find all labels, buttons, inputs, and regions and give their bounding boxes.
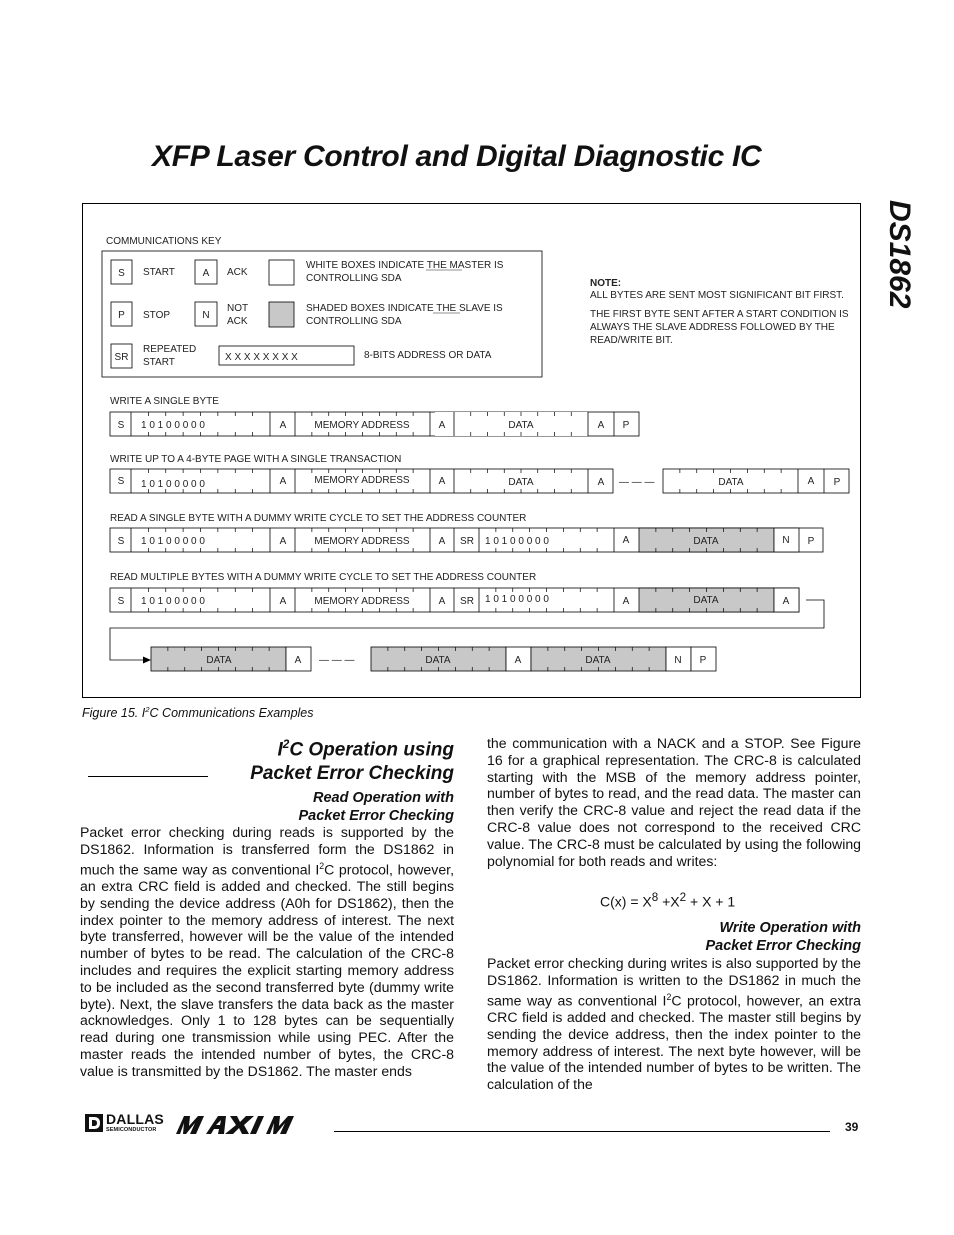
figure-caption: Figure 15. $I^2C$ Communications Examples <box>82 705 314 721</box>
svg-text:P: P <box>699 655 707 666</box>
svg-text:MEMORY ADDRESS: MEMORY ADDRESS <box>314 596 410 607</box>
dallas-mark-icon <box>85 1114 103 1132</box>
svg-text:1 0 1 0 0 0 0 0: 1 0 1 0 0 0 0 0 <box>141 479 205 490</box>
svg-text:N: N <box>782 535 790 546</box>
key-repeated-start-symbol: SR <box>114 352 129 363</box>
svg-text:A: A <box>279 420 287 431</box>
row-page-write-title: WRITE UP TO A 4-BYTE PAGE WITH A SINGLE TRANSACTION <box>110 454 402 465</box>
read-paragraph-continued: the communication with a NACK and a STOP. See Figure 16 for a graphical representation. The CRC-8 is calculated starting with the MSB of the memory address pointer, number of bytes to read, and the read data. The master can then verify the CRC-8 value and reject the read data if the CRC-8 value does not correspond to the received CRC value. The CRC-8 must be calculated by using the following polynomial for both reads and writes: <box>487 735 861 869</box>
svg-text:SR: SR <box>460 536 474 547</box>
svg-text:1 0 1 0 0 0 0 0: 1 0 1 0 0 0 0 0 <box>141 596 205 607</box>
key-shaded-box <box>269 302 294 327</box>
read-paragraph: Packet error checking during reads is supported by the DS1862. Information is transferred form the DS1862 in much the same way as conventional $I^2C$ protocol, however, an extra CRC field is added and checked. The still begins by sending the device address (A0h for DS1862), then the index pointer to the memory address of interest. The next byte transferred, however will be the value of the intended number of bytes to be read. The calculation of the CRC-8 includes and requires the explicit starting memory address to be included as the second transferred byte (dummy write byte). Next, the slave transfers the data back as the master acknowledges. Only 1 to 128 bytes can be sequentially read during one transmission while using PEC. After the master reads the intended number of bytes, the CRC-8 value is transmitted by the DS1862. The master ends <box>80 824 454 1079</box>
row-read-single-byte <box>110 528 823 552</box>
svg-text:A: A <box>438 420 446 431</box>
svg-text:A: A <box>279 596 287 607</box>
note-line-3: ALWAYS THE SLAVE ADDRESS FOLLOWED BY THE <box>590 322 835 333</box>
svg-text:1 0 1 0 0 0 0 0: 1 0 1 0 0 0 0 0 <box>485 594 549 605</box>
row-read-multiple-continuation <box>151 647 716 671</box>
svg-text:A: A <box>807 476 815 487</box>
maxim-logo <box>172 1114 324 1136</box>
write-subheading: Write Operation with Packet Error Checking <box>705 920 861 954</box>
svg-text:1 0 1 0 0 0 0 0: 1 0 1 0 0 0 0 0 <box>141 536 205 547</box>
row-read-single-byte-title: READ A SINGLE BYTE WITH A DUMMY WRITE CYCLE TO SET THE ADDRESS COUNTER <box>110 513 527 524</box>
row-write-single-byte <box>110 412 639 436</box>
svg-text:A: A <box>438 596 446 607</box>
svg-text:MEMORY ADDRESS: MEMORY ADDRESS <box>314 475 410 486</box>
key-bits-sample: X X X X X X X X <box>225 352 298 363</box>
svg-text:— — —: — — — <box>319 655 355 666</box>
key-white-text-1: WHITE BOXES INDICATE THE MASTER IS <box>306 260 504 271</box>
svg-text:A: A <box>782 596 790 607</box>
key-nack-symbol: N <box>202 310 210 321</box>
svg-text:A: A <box>438 536 446 547</box>
key-ack-symbol: A <box>202 268 210 279</box>
key-nack-label-2: ACK <box>227 316 248 327</box>
svg-text:P: P <box>833 477 841 488</box>
note-line-4: READ/WRITE BIT. <box>590 335 673 346</box>
svg-text:DATA: DATA <box>508 420 534 431</box>
svg-text:DATA: DATA <box>693 536 719 547</box>
svg-text:A: A <box>438 476 446 487</box>
key-shaded-text-1: SHADED BOXES INDICATE THE SLAVE IS <box>306 303 503 314</box>
svg-text:S: S <box>117 420 125 431</box>
note-line-2: THE FIRST BYTE SENT AFTER A START CONDITION IS <box>590 309 849 320</box>
svg-text:A: A <box>597 477 605 488</box>
footer-rule <box>334 1131 830 1132</box>
heading-rule <box>88 776 208 777</box>
svg-text:DATA: DATA <box>206 655 232 666</box>
svg-text:A: A <box>622 535 630 546</box>
svg-text:A: A <box>597 420 605 431</box>
part-number-side-title: DS1862 <box>883 200 916 309</box>
key-white-box <box>269 260 294 285</box>
note-label: NOTE: <box>590 278 622 289</box>
key-shaded-text-2: CONTROLLING SDA <box>306 316 402 327</box>
document-title: XFP Laser Control and Digital Diagnostic IC <box>152 140 762 173</box>
row-page-write <box>110 469 849 493</box>
svg-text:S: S <box>117 596 125 607</box>
row-write-single-byte-title: WRITE A SINGLE BYTE <box>110 396 219 407</box>
svg-text:MEMORY ADDRESS: MEMORY ADDRESS <box>314 536 410 547</box>
svg-text:A: A <box>294 655 302 666</box>
key-ack-label: ACK <box>227 267 248 278</box>
figure-15-frame <box>82 203 861 698</box>
svg-text:P: P <box>807 536 815 547</box>
svg-text:SR: SR <box>460 596 474 607</box>
svg-text:A: A <box>279 476 287 487</box>
key-repeated-start-label-1: REPEATED <box>143 344 197 355</box>
svg-text:DATA: DATA <box>585 655 611 666</box>
svg-text:DATA: DATA <box>425 655 451 666</box>
svg-text:1 0 1 0 0 0 0 0: 1 0 1 0 0 0 0 0 <box>485 536 549 547</box>
key-nack-label-1: NOT <box>227 303 249 314</box>
svg-text:1 0 1 0 0 0 0 0: 1 0 1 0 0 0 0 0 <box>141 420 205 431</box>
key-repeated-start-label-2: START <box>143 357 175 368</box>
svg-text:DATA: DATA <box>693 595 719 606</box>
svg-text:MEMORY ADDRESS: MEMORY ADDRESS <box>314 420 410 431</box>
svg-text:A: A <box>622 596 630 607</box>
key-bits-label: 8-BITS ADDRESS OR DATA <box>364 350 492 361</box>
svg-text:A: A <box>514 655 522 666</box>
i2c-communications-diagram <box>83 204 860 697</box>
crc-polynomial: $C(x) = X^8 +X^2 + X + 1$ <box>600 891 736 910</box>
svg-text:A: A <box>279 536 287 547</box>
svg-text:P: P <box>622 420 630 431</box>
key-white-text-2: CONTROLLING SDA <box>306 273 402 284</box>
key-start-symbol: S <box>118 268 125 279</box>
svg-text:— — —: — — — <box>619 477 655 488</box>
key-start-label: START <box>143 267 175 278</box>
svg-text:S: S <box>117 476 125 487</box>
page-number: 39 <box>845 1120 859 1134</box>
note-line-1: ALL BYTES ARE SENT MOST SIGNIFICANT BIT FIRST. <box>590 290 844 301</box>
read-subheading: Read Operation with Packet Error Checking <box>298 790 454 824</box>
key-stop-symbol: P <box>118 310 125 321</box>
write-paragraph: Packet error checking during writes is also supported by the DS1862. Information is written to the DS1862 in much the same way as conventional $I^2C$ protocol, however, an extra CRC field is added and checked. The master still begins by sending the device address, then the index pointer to the memory address of interest. The next byte however, will be the value of the intended number of bytes to be written. The calculation of the <box>487 955 861 1093</box>
row-read-multiple-bytes-title: READ MULTIPLE BYTES WITH A DUMMY WRITE CYCLE TO SET THE ADDRESS COUNTER <box>110 572 537 583</box>
key-stop-label: STOP <box>143 310 171 321</box>
svg-text:S: S <box>117 536 125 547</box>
svg-text:DATA: DATA <box>508 477 534 488</box>
section-heading: $I^2C$ Operation using Packet Error Checking <box>250 738 454 785</box>
key-title: COMMUNICATIONS KEY <box>106 236 222 247</box>
svg-text:DATA: DATA <box>718 477 744 488</box>
svg-text:N: N <box>674 655 682 666</box>
